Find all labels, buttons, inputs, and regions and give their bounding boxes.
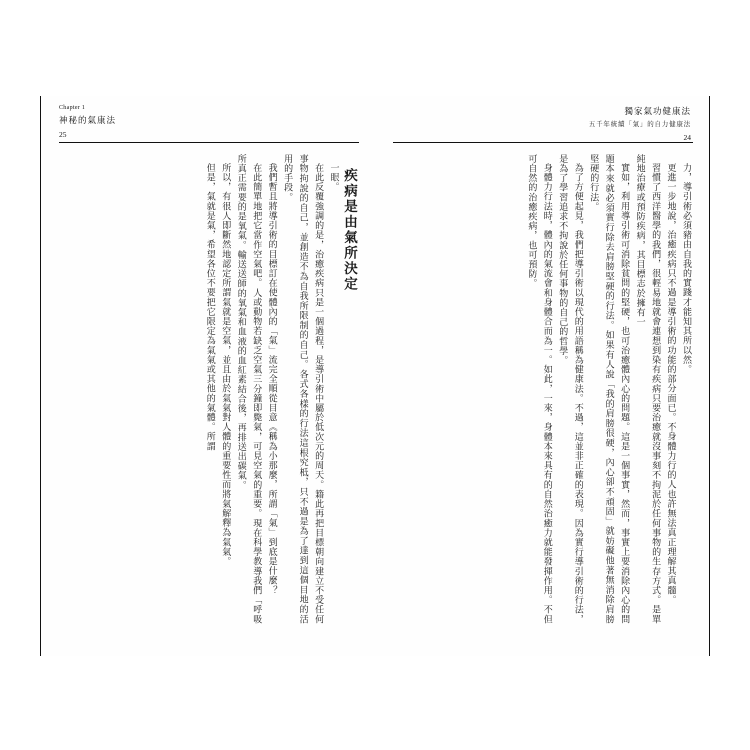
chapter-number-left: Chapter 1 bbox=[59, 105, 86, 111]
body-text-left bbox=[57, 154, 357, 624]
paragraph: 為了方便起見，我們把導引術以現代的用語稱為健康法。不過，這並非正確的表現。因為實行導引術的行法，是為了學習追求不拘說於任何事物的自己的哲學。 bbox=[557, 154, 583, 624]
paragraph: 在此反覆強調的是，治癒疾病只是一個過程，是導引術中屬於低次元的周天。籍此再把目標朝向建立不受任何事物拘說的自己，並創造不為自我所限制的自己。各式各樣的行法這根究柢，只不過是為了達到這個目地的活用的手段。 bbox=[282, 154, 324, 624]
page-number-right: 24 bbox=[683, 132, 691, 142]
running-head-title-left: 神秘的氣康法 bbox=[59, 115, 117, 126]
paragraph: 力，導引術必須豬由自我的實踐才能知其所以然。 bbox=[681, 163, 691, 375]
running-head-subtitle-right: 五千年統續「氣」的自力健康法 bbox=[588, 120, 691, 129]
running-head-rule-left bbox=[59, 142, 359, 143]
paragraph: 更進一步地說，治癒疾病只不過是導引術的功能的部分面已。不身體力行的人也許無法真正理解其真髓。 bbox=[665, 163, 676, 605]
paragraph: 但是，氣就是氣，希望各位不要把它限定為氣氣或其他的氣體。所謂 bbox=[204, 163, 215, 451]
paragraph: 習慣了西洋醫學的我們，很輕易地就會連想到染有疾病只要治癒就沒事刻不拘泥於任何事物的生存方式。是單純地治療或預防疾病，其目標志於擁有一 bbox=[634, 154, 661, 624]
running-head-left bbox=[59, 104, 116, 141]
paragraph: 身體力行法時，體內的氣流會和身體合而為一。如此，一來，身體本來具有的自然治癒力就能發揮作用。不但可自然的治癒疾病，也可預防。 bbox=[526, 154, 552, 624]
paragraph: 我們暫且將導引術的目標訂在使體內的「氣」流完全順從目意《稱為小那麼，所謂「氣」到底是什麼？ bbox=[266, 163, 277, 595]
paragraph: 所以，有很人即斷然地認定所謂氣就是空氣，並且由於氣氣對人體的重要性而將氣解釋為氣氣。 bbox=[220, 163, 231, 567]
paragraph: 在此簡單地把它當作空氣吧。人或動物若缺乏空氣三分鐘即斃氣，可見空氣的重要。現在科學教導我們「呼吸所真正需要的是氧氣。輸送送師的氧氣和血液的血紅素結合後，再排送出碳氣。 bbox=[235, 154, 262, 624]
running-head-title-right: 獨家氣功健康法 bbox=[624, 107, 691, 117]
book-block bbox=[40, 96, 710, 656]
running-head-right bbox=[589, 104, 691, 144]
section-heading: 疾病是由氣所決定 bbox=[341, 167, 357, 292]
page-left bbox=[40, 96, 375, 656]
page-right bbox=[375, 96, 710, 656]
paragraph: 實如，利用導引術可消除貧問的堅硬，也可治癒體內心的問題。這是一個事實，然而，事實上要消除內心的問題本來就必須實行除去肩膀堅硬的行法。如果有人說「我的肩膀很硬，內心卻不頑固」就妨礙他著無消除肩膀堅硬的行法。 bbox=[588, 154, 630, 624]
page-number-left: 25 bbox=[59, 130, 67, 139]
body-text-right bbox=[393, 154, 693, 624]
paragraph: 一眼。 bbox=[328, 163, 339, 192]
